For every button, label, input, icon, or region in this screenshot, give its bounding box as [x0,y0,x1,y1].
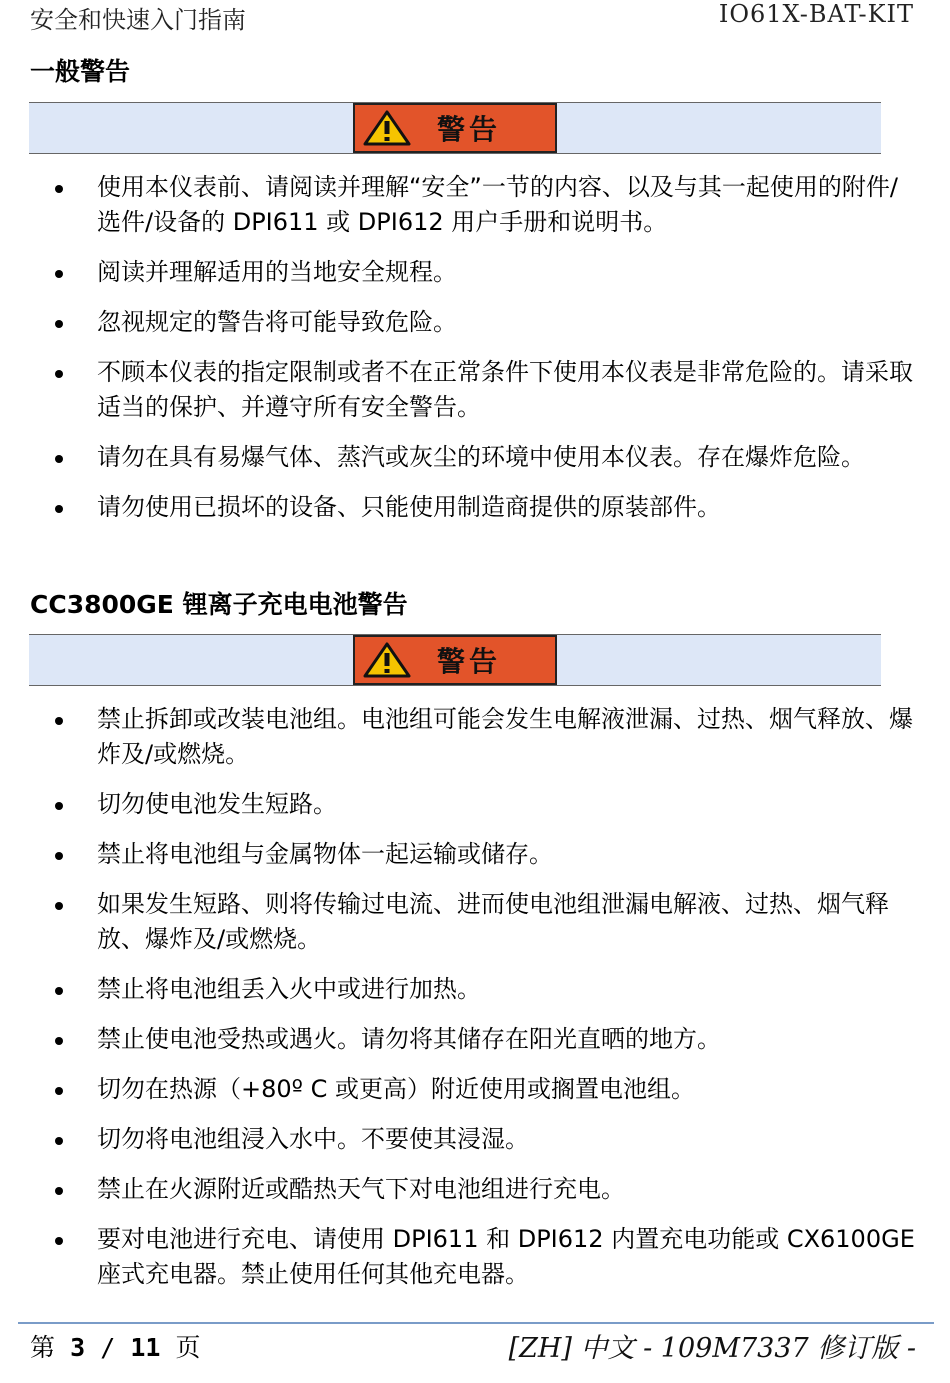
list-item: 阅读并理解适用的当地安全规程。 [0,255,950,290]
page-total: 11 [130,1333,161,1362]
footer-rule [18,1322,934,1324]
list-item: 请勿在具有易爆气体、蒸汽或灰尘的环境中使用本仪表。存在爆炸危险。 [0,440,950,475]
section-title-battery-warnings: CC3800GE 锂离子充电电池警告 [30,590,408,619]
warning-banner [29,102,881,154]
page-suffix: 页 [175,1333,201,1362]
list-item: 切勿在热源（+80º C 或更高）附近使用或搁置电池组。 [0,1072,950,1107]
list-item: 禁止将电池组与金属物体一起运输或储存。 [0,837,950,872]
warning-triangle-icon [363,110,411,146]
list-item: 切勿使电池发生短路。 [0,787,950,822]
list-item: 如果发生短路、则将传输过电流、进而使电池组泄漏电解液、过热、烟气释放、爆炸及/或燃烧。 [0,887,950,957]
header-title: 安全和快速入门指南 [30,6,246,34]
list-item: 忽视规定的警告将可能导致危险。 [0,305,950,340]
list-item: 禁止在火源附近或酷热天气下对电池组进行充电。 [0,1172,950,1207]
footer-revision: [ZH] 中文 - 109M7337 修订版 - [508,1333,916,1364]
page-current: 3 [70,1333,86,1362]
page-separator: / [100,1333,116,1362]
warning-badge [353,103,557,153]
list-item: 使用本仪表前、请阅读并理解“安全”一节的内容、以及与其一起使用的附件/选件/设备的 DPI611 或 DPI612 用户手册和说明书。 [0,170,950,240]
general-warnings-list [0,170,950,540]
section-title-general-warnings: 一般警告 [30,57,131,86]
list-item: 禁止拆卸或改装电池组。电池组可能会发生电解液泄漏、过热、烟气释放、爆炸及/或燃烧。 [0,702,950,772]
list-item: 禁止将电池组丢入火中或进行加热。 [0,972,950,1007]
list-item: 要对电池进行充电、请使用 DPI611 和 DPI612 内置充电功能或 CX6100GE 座式充电器。禁止使用任何其他充电器。 [0,1222,950,1292]
warning-triangle-icon [363,642,411,678]
warning-badge-label: 警告 [437,645,502,678]
page-number [30,1328,201,1364]
list-item: 请勿使用已损坏的设备、只能使用制造商提供的原装部件。 [0,490,950,525]
header-doc-code: IO61X-BAT-KIT [718,0,914,28]
warning-badge [353,635,557,685]
battery-warnings-list [0,702,950,1307]
list-item: 禁止使电池受热或遇火。请勿将其储存在阳光直晒的地方。 [0,1022,950,1057]
warning-banner [29,634,881,686]
page-prefix: 第 [30,1333,56,1362]
warning-badge-label: 警告 [437,113,502,146]
list-item: 不顾本仪表的指定限制或者不在正常条件下使用本仪表是非常危险的。请采取适当的保护、并遵守所有安全警告。 [0,355,950,425]
list-item: 切勿将电池组浸入水中。不要使其浸湿。 [0,1122,950,1157]
